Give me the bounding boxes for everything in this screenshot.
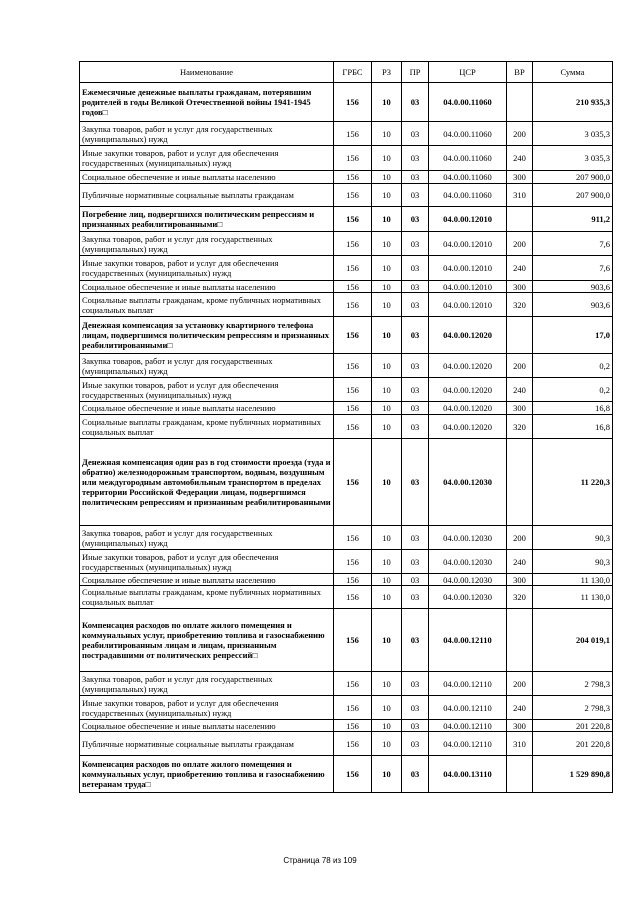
table-row [80,756,613,793]
cell-pr: 03 [402,184,429,207]
cell-sum: 1 529 890,8 [533,756,613,793]
cell-sum: 903,6 [533,281,613,293]
cell-sum: 210 935,3 [533,83,613,122]
cell-rz: 10 [372,146,402,171]
cell-sum: 7,6 [533,232,613,256]
cell-sum: 2 798,3 [533,672,613,696]
cell-vr: 320 [507,415,533,439]
cell-grbs: 156 [334,378,372,402]
cell-pr: 03 [402,609,429,672]
cell-sum: 11 220,3 [533,439,613,526]
cell-sum: 3 035,3 [533,122,613,146]
cell-vr: 200 [507,232,533,256]
header-grbs: ГРБС [334,62,372,83]
cell-pr: 03 [402,526,429,550]
cell-pr: 03 [402,146,429,171]
cell-vr: 240 [507,256,533,281]
cell-pr: 03 [402,378,429,402]
cell-sum: 2 798,3 [533,696,613,720]
cell-sum: 204 019,1 [533,609,613,672]
table-row [80,720,613,732]
cell-csr: 04.0.00.12020 [429,415,507,439]
table-row [80,146,613,171]
cell-pr: 03 [402,232,429,256]
table-row [80,586,613,609]
cell-rz: 10 [372,720,402,732]
cell-vr: 320 [507,586,533,609]
cell-sum: 90,3 [533,526,613,550]
cell-sum: 0,2 [533,354,613,378]
cell-csr: 04.0.00.11060 [429,146,507,171]
cell-csr: 04.0.00.13110 [429,756,507,793]
cell-csr: 04.0.00.12020 [429,354,507,378]
cell-sum: 16,8 [533,402,613,415]
table-header-row [80,62,613,83]
table-row [80,415,613,439]
header-rz: РЗ [372,62,402,83]
cell-sum: 207 900,0 [533,171,613,184]
header-pr: ПР [402,62,429,83]
cell-csr: 04.0.00.12030 [429,550,507,574]
cell-grbs: 156 [334,354,372,378]
cell-grbs: 156 [334,720,372,732]
cell-csr: 04.0.00.12010 [429,281,507,293]
cell-pr: 03 [402,696,429,720]
cell-grbs: 156 [334,586,372,609]
table-row [80,526,613,550]
cell-grbs: 156 [334,146,372,171]
cell-vr: 200 [507,122,533,146]
cell-vr: 300 [507,574,533,586]
cell-pr: 03 [402,256,429,281]
document-page [79,61,612,793]
cell-pr: 03 [402,574,429,586]
cell-vr: 240 [507,550,533,574]
cell-pr: 03 [402,83,429,122]
cell-grbs: 156 [334,256,372,281]
cell-pr: 03 [402,122,429,146]
table-row [80,184,613,207]
cell-pr: 03 [402,756,429,793]
cell-csr: 04.0.00.12030 [429,586,507,609]
cell-rz: 10 [372,281,402,293]
cell-name: Социальные выплаты гражданам, кроме публичных нормативных социальных выплат [80,415,334,439]
cell-rz: 10 [372,672,402,696]
cell-rz: 10 [372,415,402,439]
cell-csr: 04.0.00.12110 [429,609,507,672]
cell-vr: 200 [507,526,533,550]
cell-pr: 03 [402,171,429,184]
cell-grbs: 156 [334,415,372,439]
cell-grbs: 156 [334,732,372,756]
cell-pr: 03 [402,720,429,732]
cell-csr: 04.0.00.11060 [429,122,507,146]
cell-rz: 10 [372,609,402,672]
cell-csr: 04.0.00.12020 [429,317,507,354]
cell-pr: 03 [402,415,429,439]
cell-vr: 300 [507,402,533,415]
table-row [80,171,613,184]
cell-csr: 04.0.00.11060 [429,184,507,207]
cell-csr: 04.0.00.12030 [429,439,507,526]
cell-name: Закупка товаров, работ и услуг для государственных (муниципальных) нужд [80,122,334,146]
cell-csr: 04.0.00.12030 [429,526,507,550]
cell-name: Социальные выплаты гражданам, кроме публичных нормативных социальных выплат [80,586,334,609]
cell-grbs: 156 [334,83,372,122]
cell-sum: 3 035,3 [533,146,613,171]
cell-csr: 04.0.00.11060 [429,171,507,184]
cell-name: Иные закупки товаров, работ и услуг для обеспечения государственных (муниципальных) нужд [80,696,334,720]
cell-csr: 04.0.00.11060 [429,83,507,122]
cell-vr: 200 [507,354,533,378]
cell-name: Закупка товаров, работ и услуг для государственных (муниципальных) нужд [80,354,334,378]
table-row [80,550,613,574]
table-row [80,122,613,146]
cell-name: Иные закупки товаров, работ и услуг для обеспечения государственных (муниципальных) нужд [80,146,334,171]
header-sum: Сумма [533,62,613,83]
cell-rz: 10 [372,207,402,232]
cell-pr: 03 [402,293,429,317]
cell-grbs: 156 [334,756,372,793]
budget-table [79,61,613,793]
cell-rz: 10 [372,586,402,609]
table-row [80,402,613,415]
table-row [80,672,613,696]
cell-name: Иные закупки товаров, работ и услуг для обеспечения государственных (муниципальных) нужд [80,550,334,574]
cell-vr: 240 [507,378,533,402]
cell-csr: 04.0.00.12020 [429,402,507,415]
table-row [80,378,613,402]
cell-name: Иные закупки товаров, работ и услуг для обеспечения государственных (муниципальных) нужд [80,256,334,281]
cell-grbs: 156 [334,317,372,354]
cell-rz: 10 [372,550,402,574]
cell-rz: 10 [372,83,402,122]
cell-sum: 90,3 [533,550,613,574]
cell-csr: 04.0.00.12010 [429,232,507,256]
table-row [80,439,613,526]
cell-vr [507,317,533,354]
cell-pr: 03 [402,586,429,609]
cell-pr: 03 [402,550,429,574]
cell-name: Компенсация расходов по оплате жилого помещения и коммунальных услуг, приобретению топлива и газоснабжению реабилитированным лицам и лицам, признанным пострадавшими от политических репрессий□ [80,609,334,672]
cell-name: Закупка товаров, работ и услуг для государственных (муниципальных) нужд [80,672,334,696]
cell-rz: 10 [372,171,402,184]
table-row [80,317,613,354]
cell-name: Закупка товаров, работ и услуг для государственных (муниципальных) нужд [80,232,334,256]
cell-name: Иные закупки товаров, работ и услуг для обеспечения государственных (муниципальных) нужд [80,378,334,402]
cell-csr: 04.0.00.12110 [429,696,507,720]
cell-rz: 10 [372,574,402,586]
table-row [80,293,613,317]
cell-rz: 10 [372,122,402,146]
table-row [80,574,613,586]
cell-sum: 16,8 [533,415,613,439]
cell-name: Погребение лиц, подвергшихся политическим репрессиям и признанных реабилитированными□ [80,207,334,232]
cell-rz: 10 [372,756,402,793]
cell-name: Ежемесячные денежные выплаты гражданам, потерявшим родителей в годы Великой Отечественной войны 1941-1945 годов□ [80,83,334,122]
cell-rz: 10 [372,184,402,207]
cell-grbs: 156 [334,171,372,184]
cell-csr: 04.0.00.12110 [429,720,507,732]
cell-grbs: 156 [334,439,372,526]
cell-grbs: 156 [334,293,372,317]
cell-grbs: 156 [334,672,372,696]
cell-pr: 03 [402,732,429,756]
cell-csr: 04.0.00.12010 [429,256,507,281]
cell-grbs: 156 [334,207,372,232]
cell-vr [507,609,533,672]
cell-vr: 310 [507,184,533,207]
cell-rz: 10 [372,402,402,415]
cell-name: Компенсация расходов по оплате жилого помещения и коммунальных услуг, приобретению топлива и газоснабжению ветеранам труда□ [80,756,334,793]
table-row [80,696,613,720]
cell-grbs: 156 [334,122,372,146]
header-name: Наименование [80,62,334,83]
cell-pr: 03 [402,317,429,354]
cell-grbs: 156 [334,574,372,586]
cell-grbs: 156 [334,550,372,574]
cell-name: Денежная компенсация за установку квартирного телефона лицам, подвергшимся политическим репрессиям и признанных реабилитированными□ [80,317,334,354]
cell-grbs: 156 [334,526,372,550]
cell-pr: 03 [402,439,429,526]
cell-sum: 0,2 [533,378,613,402]
cell-sum: 911,2 [533,207,613,232]
cell-sum: 201 220,8 [533,732,613,756]
cell-csr: 04.0.00.12110 [429,732,507,756]
table-row [80,609,613,672]
table-row [80,281,613,293]
cell-pr: 03 [402,281,429,293]
cell-rz: 10 [372,732,402,756]
header-vr: ВР [507,62,533,83]
cell-grbs: 156 [334,696,372,720]
cell-pr: 03 [402,402,429,415]
cell-vr: 200 [507,672,533,696]
cell-grbs: 156 [334,232,372,256]
cell-rz: 10 [372,256,402,281]
cell-name: Социальное обеспечение и иные выплаты населению [80,720,334,732]
cell-name: Социальное обеспечение и иные выплаты населению [80,171,334,184]
cell-sum: 201 220,8 [533,720,613,732]
page-footer: Страница 78 из 109 [283,856,357,865]
cell-vr: 240 [507,696,533,720]
cell-rz: 10 [372,378,402,402]
header-csr: ЦСР [429,62,507,83]
cell-csr: 04.0.00.12020 [429,378,507,402]
cell-grbs: 156 [334,402,372,415]
cell-vr: 300 [507,720,533,732]
cell-pr: 03 [402,354,429,378]
cell-vr [507,83,533,122]
cell-rz: 10 [372,232,402,256]
cell-name: Социальные выплаты гражданам, кроме публичных нормативных социальных выплат [80,293,334,317]
cell-sum: 11 130,0 [533,574,613,586]
cell-csr: 04.0.00.12010 [429,207,507,232]
cell-sum: 207 900,0 [533,184,613,207]
cell-rz: 10 [372,439,402,526]
cell-grbs: 156 [334,184,372,207]
cell-vr: 240 [507,146,533,171]
cell-name: Публичные нормативные социальные выплаты гражданам [80,732,334,756]
table-row [80,207,613,232]
cell-pr: 03 [402,672,429,696]
cell-csr: 04.0.00.12110 [429,672,507,696]
cell-sum: 903,6 [533,293,613,317]
cell-vr [507,439,533,526]
table-row [80,732,613,756]
cell-pr: 03 [402,207,429,232]
cell-rz: 10 [372,526,402,550]
cell-sum: 11 130,0 [533,586,613,609]
table-row [80,232,613,256]
cell-csr: 04.0.00.12010 [429,293,507,317]
cell-grbs: 156 [334,281,372,293]
cell-rz: 10 [372,696,402,720]
cell-vr [507,207,533,232]
cell-vr: 300 [507,171,533,184]
cell-name: Социальное обеспечение и иные выплаты населению [80,281,334,293]
cell-grbs: 156 [334,609,372,672]
table-row [80,354,613,378]
table-row [80,256,613,281]
cell-name: Социальное обеспечение и иные выплаты населению [80,574,334,586]
cell-name: Публичные нормативные социальные выплаты гражданам [80,184,334,207]
cell-vr: 320 [507,293,533,317]
cell-vr: 300 [507,281,533,293]
cell-csr: 04.0.00.12030 [429,574,507,586]
cell-vr: 310 [507,732,533,756]
cell-name: Социальное обеспечение и иные выплаты населению [80,402,334,415]
cell-rz: 10 [372,293,402,317]
cell-vr [507,756,533,793]
cell-sum: 7,6 [533,256,613,281]
cell-rz: 10 [372,317,402,354]
cell-sum: 17,0 [533,317,613,354]
cell-rz: 10 [372,354,402,378]
table-row [80,83,613,122]
cell-name: Денежная компенсация один раз в год стоимости проезда (туда и обратно) железнодорожным транспортом, водным, воздушным или междугородным автомобильным транспортом в пределах территории Российской Федерации лицам, подвергшимся политическим репрессиям и признанным реабилитированными [80,439,334,526]
cell-name: Закупка товаров, работ и услуг для государственных (муниципальных) нужд [80,526,334,550]
